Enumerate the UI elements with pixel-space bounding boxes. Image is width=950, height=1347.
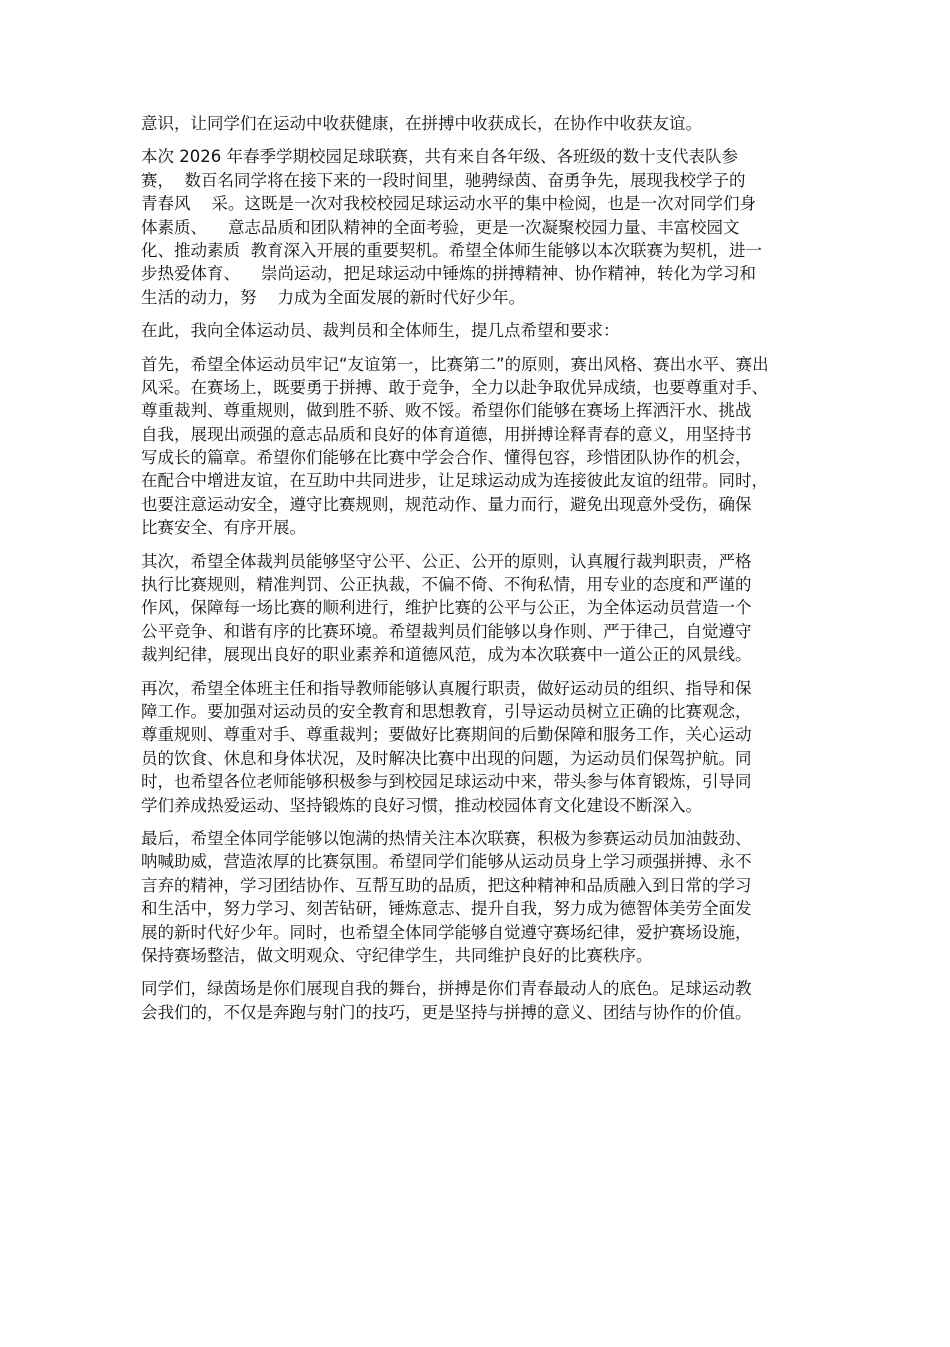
text-line: 化、推动素质 教育深入开展的重要契机。希望全体师生能够以本次联赛为契机，进一 xyxy=(141,240,762,260)
text-line: 障工作。要加强对运动员的安全教育和思想教育，引导运动员树立正确的比赛观念， xyxy=(141,701,752,721)
text-line: 生活的动力，努 力成为全面发展的新时代好少年。 xyxy=(141,287,525,307)
document-body xyxy=(141,112,816,1034)
text-line: 时，也希望各位老师能够积极参与到校园足球运动中来，带头参与体育锻炼，引导同 xyxy=(141,772,752,792)
text-line: 言弃的精神，学习团结协作、互帮互助的品质，把这种精神和品质融入到日常的学习 xyxy=(141,875,752,895)
text-line: 在配合中增进友谊，在互助中共同进步，让足球运动成为连接彼此友谊的纽带。同时， xyxy=(141,471,768,491)
text-line: 公平竞争、和谐有序的比赛环境。希望裁判员们能够以身作则、严于律己，自觉遵守 xyxy=(141,621,752,641)
paragraph xyxy=(141,677,816,817)
text-line: 在此，我向全体运动员、裁判员和全体师生，提几点希望和要求： xyxy=(141,321,620,341)
text-line: 首先，希望全体运动员牢记“友谊第一，比赛第二”的原则，赛出风格、赛出水平、赛出 xyxy=(141,354,769,374)
paragraph xyxy=(141,145,816,309)
text-line: 青春风 采。这既是一次对我校校园足球运动水平的集中检阅，也是一次对同学们身 xyxy=(141,194,756,214)
text-line: 员的饮食、休息和身体状况，及时解决比赛中出现的问题，为运动员们保驾护航。同 xyxy=(141,748,752,768)
text-line: 风采。在赛场上，既要勇于拼搏、敢于竞争，全力以赴争取优异成绩，也要尊重对手、 xyxy=(141,377,768,397)
text-line: 学们养成热爱运动、坚持锻炼的良好习惯，推动校园体育文化建设不断深入。 xyxy=(141,795,702,815)
paragraph xyxy=(141,319,816,342)
paragraph xyxy=(141,977,816,1024)
text-line: 会我们的，不仅是奔跑与射门的技巧，更是坚持与拼搏的意义、团结与协作的价值。 xyxy=(141,1002,752,1022)
text-line: 步热爱体育、 崇尚运动，把足球运动中锤炼的拼搏精神、协作精神，转化为学习和 xyxy=(141,264,756,284)
paragraph xyxy=(141,112,816,135)
text-line: 呐喊助威，营造浓厚的比赛氛围。希望同学们能够从运动员身上学习顽强拼搏、永不 xyxy=(141,852,752,872)
text-line: 体素质、 意志品质和团队精神的全面考验，更是一次凝聚校园力量、丰富校园文 xyxy=(141,217,740,237)
text-line: 裁判纪律，展现出良好的职业素养和道德风范，成为本次联赛中一道公正的风景线。 xyxy=(141,645,752,665)
text-line: 比赛安全、有序开展。 xyxy=(141,518,306,538)
paragraph xyxy=(141,550,816,667)
text-line: 赛， 数百名同学将在接下来的一段时间里，驰骋绿茵、奋勇争先，展现我校学子的 xyxy=(141,170,746,190)
text-line: 自我，展现出顽强的意志品质和良好的体育道德，用拼搏诠释青春的意义，用坚持书 xyxy=(141,424,752,444)
text-line: 作风，保障每一场比赛的顺利进行，维护比赛的公平与公正，为全体运动员营造一个 xyxy=(141,598,752,618)
text-line: 本次 2026 年春季学期校园足球联赛，共有来自各年级、各班级的数十支代表队参 xyxy=(141,147,738,167)
text-line: 再次，希望全体班主任和指导教师能够认真履行职责，做好运动员的组织、指导和保 xyxy=(141,678,752,698)
text-line: 其次，希望全体裁判员能够坚守公平、公正、公开的原则，认真履行裁判职责，严格 xyxy=(141,551,752,571)
text-line: 意识，让同学们在运动中收获健康，在拼搏中收获成长，在协作中收获友谊。 xyxy=(141,114,702,133)
text-line: 写成长的篇章。希望你们能够在比赛中学会合作、懂得包容，珍惜团队协作的机会， xyxy=(141,448,752,468)
text-line: 同学们，绿茵场是你们展现自我的舞台，拼搏是你们青春最动人的底色。足球运动教 xyxy=(141,979,752,999)
paragraph xyxy=(141,353,816,540)
text-line: 保持赛场整洁，做文明观众、守纪律学生，共同维护良好的比赛秩序。 xyxy=(141,945,653,965)
text-line: 尊重规则、尊重对手、尊重裁判；要做好比赛期间的后勤保障和服务工作，关心运动 xyxy=(141,725,752,745)
text-line: 和生活中，努力学习、刻苦钻研，锤炼意志、提升自我，努力成为德智体美劳全面发 xyxy=(141,899,752,919)
text-line: 最后，希望全体同学能够以饱满的热情关注本次联赛，积极为参赛运动员加油鼓劲、 xyxy=(141,828,752,848)
text-line: 尊重裁判、尊重规则，做到胜不骄、败不馁。希望你们能够在赛场上挥洒汗水、挑战 xyxy=(141,401,752,421)
text-line: 展的新时代好少年。同时，也希望全体同学能够自觉遵守赛场纪律，爱护赛场设施， xyxy=(141,922,752,942)
text-line: 也要注意运动安全，遵守比赛规则，规范动作、量力而行，避免出现意外受伤，确保 xyxy=(141,494,752,514)
paragraph xyxy=(141,827,816,967)
text-line: 执行比赛规则，精准判罚、公正执裁，不偏不倚、不徇私情，用专业的态度和严谨的 xyxy=(141,575,752,595)
